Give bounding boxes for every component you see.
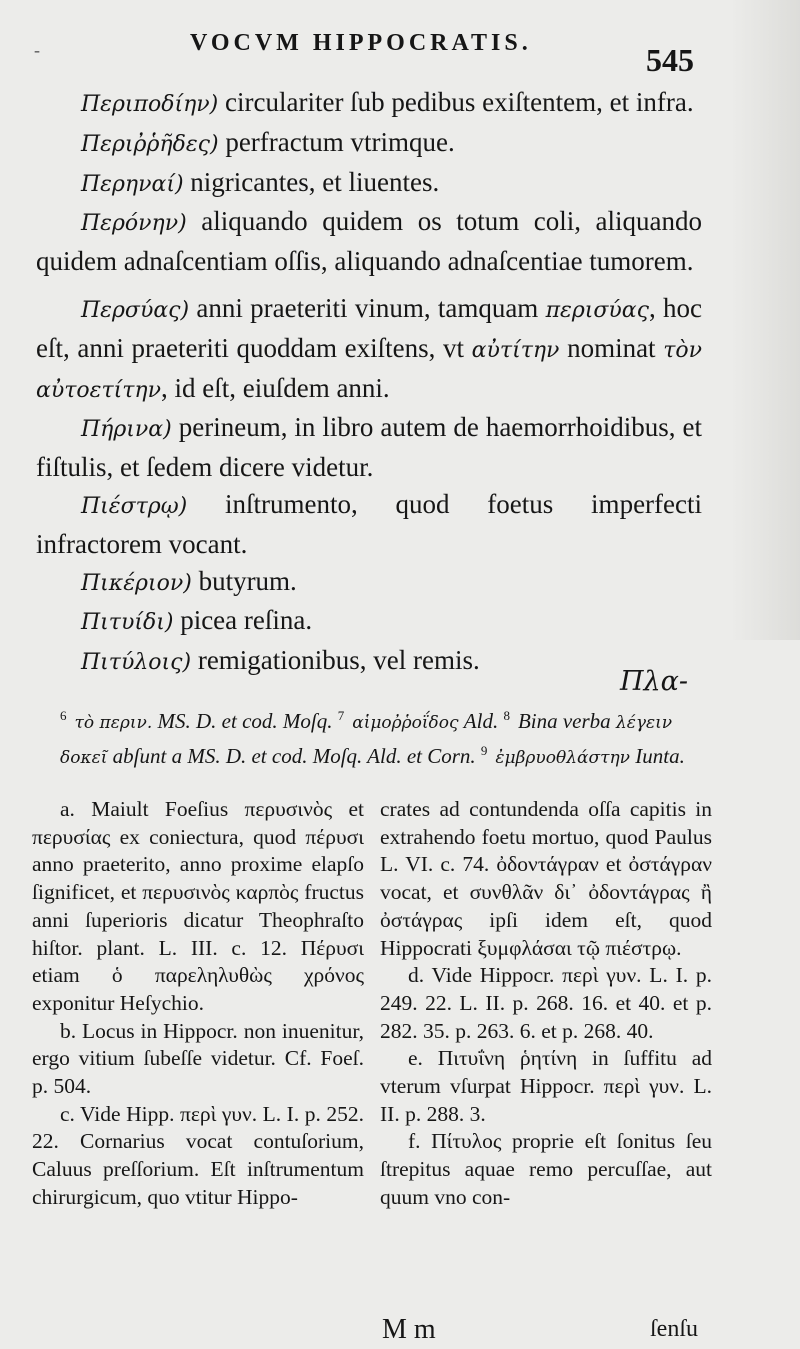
note: crates ad contundenda oſſa capitis in extrahendo foetu mortuo, quod Paulus L. VI. c. 74. ὀδοντάγραν et ὀστάγραν vocat, et συνθλᾶν δι᾽ ὀδοντάγρας ἢ ὀστάγρας ipſi idem eſt, quod Hippocrati ξυμφλάσαι τῷ πιέστρῳ.: [380, 797, 712, 960]
custos-word: ſenſu: [650, 1316, 698, 1342]
catchword: Πλα-: [620, 666, 689, 697]
dictionary-entries: [36, 84, 702, 682]
entry-greek: περισύας: [545, 297, 649, 323]
note: a. Maiult Foeſius περυσινὸς et περυσίας ex coniectura, quod πέρυσι anno praeterito, anno proxime elapſo ſignificet, et περυσινὸς καρπὸς fructus anni ſuperioris dicatur Theophraſto hiſtor. plant. L. III. c. 12. Πέρυσι etiam ὁ παρεληλυθὼς χρόνος exponitur Heſychio.: [32, 797, 364, 1015]
entry-text: , hoc eſt, anni praeteriti quoddam exiſtens, vt: [36, 292, 703, 363]
entry-text: inſtrumento, quod foetus imperfecti infractorem vocant.: [36, 488, 702, 559]
page-number: 545: [646, 42, 694, 78]
entry-lemma: Πικέριον): [81, 570, 192, 596]
entry-text: aliquando quidem os totum coli, aliquando quidem adnaſcentiam oſſis, aliquando adnaſcentiae tumorem.: [36, 206, 702, 277]
entry-lemma: Πιτυίδι): [81, 610, 174, 636]
note: b. Locus in Hippocr. non inuenitur, ergo vitium ſubeſſe videtur. Cf. Foeſ. p. 504.: [32, 1018, 364, 1099]
entry: [36, 486, 702, 563]
footnote-text: Bina verba: [517, 709, 616, 733]
entry-greek: αὐτίτην: [471, 337, 560, 363]
footnote-text: abſunt a MS. D. et cod. Moſq. Ald. et Corn.: [107, 744, 481, 768]
entry-text: nigricantes, et liuentes.: [183, 166, 440, 197]
footnote-greek: αἱμοῤῥοΐδος: [352, 713, 459, 733]
entry-lemma: Περσύας): [81, 297, 190, 323]
entry-text: , id eſt, eiuſdem anni.: [160, 372, 390, 403]
footnote-number: 7: [337, 708, 345, 723]
entry-lemma: Περιποδίην): [81, 92, 219, 117]
footnote-greek: λέγειν δοκεῖ: [60, 713, 673, 768]
footnote-text: Ald.: [458, 709, 504, 733]
entry: [36, 164, 702, 204]
signature-mark: M m: [382, 1314, 436, 1345]
entry-lemma: Πήρινα): [81, 417, 172, 443]
entry-text: butyrum.: [191, 565, 297, 596]
entry-text: perineum, in libro autem de haemorrhoidibus, et fiſtulis, et ſedem dicere videtur.: [36, 412, 702, 483]
entry-greek: τὸν αὐτοετίτην: [36, 337, 702, 403]
entry-lemma: Περιῤῥῆδες): [81, 131, 219, 157]
entry-text: anni praeteriti vinum, tamquam: [189, 292, 546, 323]
footnote-number: 9: [480, 743, 488, 758]
notes-right-column: [380, 796, 712, 1212]
entry: [36, 203, 702, 280]
entry-text: picea reſina.: [173, 605, 313, 636]
entry: [36, 84, 702, 124]
footnote-greek: τὸ περιν.: [74, 713, 153, 733]
entry: [36, 124, 702, 164]
note: e. Πιτυΐνη ῥητίνη in ſuffitu ad vterum vſurpat Hippocr. περὶ γυν. L. II. p. 288. 3.: [380, 1046, 712, 1126]
footnote-block: [60, 702, 710, 772]
running-title: VOCVM HIPPOCRATIS.: [190, 30, 532, 56]
notes-left-column: [32, 796, 364, 1212]
entry: [36, 563, 702, 603]
entry: [36, 409, 702, 486]
footnote-text: Iunta.: [630, 744, 685, 768]
bleed-through-shadow: [730, 0, 800, 640]
notes-columns: [32, 796, 712, 1212]
footnote-number: 8: [503, 708, 510, 723]
entry-lemma: Πιέστρῳ): [81, 493, 188, 519]
entry-lemma: Πιτύλοις): [81, 650, 192, 676]
entry: [36, 602, 702, 642]
footnotes: [60, 702, 710, 772]
margin-mark: -: [34, 40, 40, 60]
footnote-greek: ἐμβρυοθλάστην: [495, 748, 630, 768]
footnote-text: MS. D. et cod. Moſq.: [152, 709, 338, 733]
entry-text: remigationibus, vel remis.: [191, 645, 480, 676]
entry-text: perfractum vtrimque.: [218, 126, 455, 157]
note: f. Πίτυλος proprie eſt ſonitus ſeu ſtrepitus aquae remo percuſſae, aut quum vno con-: [380, 1129, 712, 1209]
footnote-number: 6: [60, 708, 67, 723]
note: c. Vide Hipp. περὶ γυν. L. I. p. 252. 22. Cornarius vocat contuſorium, Caluus preſſorium. Eſt inſtrumentum chirurgicum, quo vtitur Hippo-: [32, 1101, 364, 1209]
entry: [36, 290, 702, 409]
entry-lemma: Περηναί): [81, 171, 184, 197]
entry-text: circulariter ſub pedibus exiſtentem, et infra.: [218, 87, 694, 117]
entry-text: nominat: [559, 332, 664, 363]
entry: [36, 642, 702, 682]
note: d. Vide Hippocr. περὶ γυν. L. I. p. 249. 22. L. II. p. 268. 16. et 40. et p. 282. 35. p. 263. 6. et p. 268. 40.: [380, 963, 712, 1043]
entry-lemma: Περόνην): [81, 211, 187, 237]
